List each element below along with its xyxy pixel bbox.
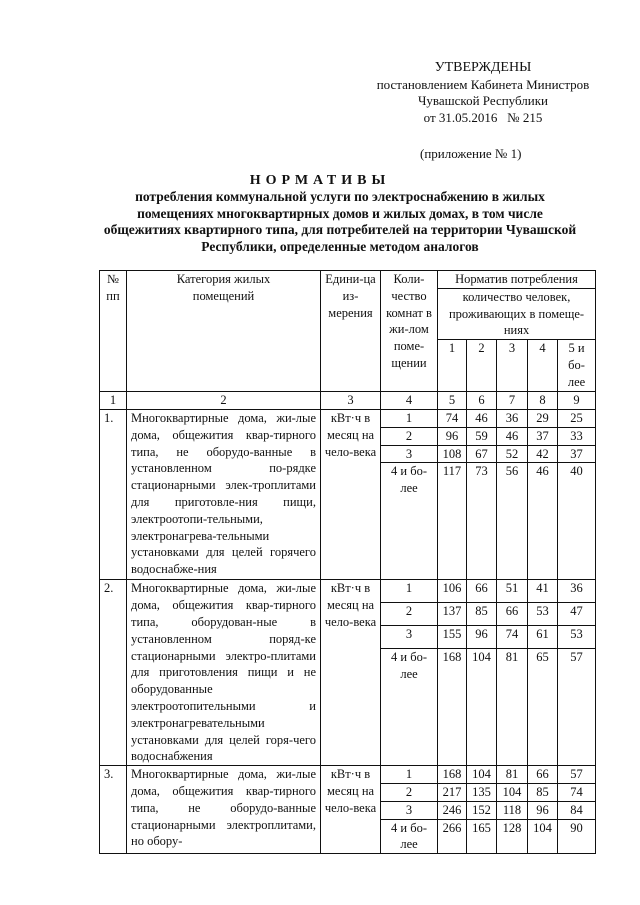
row-value: 81 [497,766,528,784]
appendix-note: (приложение № 1) [420,146,522,161]
row-value: 57 [558,649,596,766]
row-unit: кВт·ч в месяц на чело-века [321,409,381,579]
row-number: 3. [100,766,127,854]
column-number: 1 [100,392,127,410]
table-row [100,766,596,784]
row-value: 40 [558,463,596,580]
row-rooms: 3 [381,801,438,819]
row-value: 74 [438,409,467,427]
row-value: 106 [438,580,467,603]
row-value: 108 [438,445,467,463]
row-value: 53 [528,603,558,626]
header-people-4: 4 [528,340,558,392]
header-row [100,271,596,289]
norms-table [99,270,596,854]
row-value: 74 [558,783,596,801]
approval-heading: УТВЕРЖДЕНЫ [434,60,532,75]
row-value: 96 [467,626,497,649]
row-value: 53 [558,626,596,649]
row-category: Многоквартирные дома, жи-лые дома, общежития квар-тирного типа, оборудован-ные в установленном поряд-ке стационарными электро-плитами для приготовления пищи и не оборудованные электроотопительными и электронагревательными установками для целей горя-чего водоснабжения [127,580,321,766]
row-value: 73 [467,463,497,580]
column-number: 8 [528,392,558,410]
row-value: 56 [497,463,528,580]
approval-issuer: постановлением Кабинета Министров [376,76,590,92]
row-rooms: 2 [381,603,438,626]
row-value: 37 [528,427,558,445]
row-value: 29 [528,409,558,427]
header-norm: Норматив потребления [438,271,596,289]
row-value: 90 [558,819,596,854]
row-value: 41 [528,580,558,603]
header-unit: Едини-ца из-мерения [321,271,381,392]
approval-republic: Чувашской Республики [417,93,549,108]
row-value: 67 [467,445,497,463]
row-value: 85 [467,603,497,626]
header-num: № пп [100,271,127,392]
row-rooms: 2 [381,427,438,445]
header-category: Категория жилых помещений [127,271,321,392]
row-value: 36 [497,409,528,427]
row-value: 96 [528,801,558,819]
row-value: 104 [497,783,528,801]
header-people-2: 2 [467,340,497,392]
row-value: 36 [558,580,596,603]
row-number: 1. [100,409,127,579]
row-value: 168 [438,649,467,766]
row-value: 104 [528,819,558,854]
row-value: 33 [558,427,596,445]
row-category: Многоквартирные дома, жи-лые дома, общежития квар-тирного типа, не оборудо-ванные в установленном по-рядке стационарными элек-троплитами для приготовле-ния пищи, электроотопи-тельными, электронагрева-тельными установками для целей горячего водоснабже-ния [127,409,321,579]
row-value: 81 [497,649,528,766]
row-value: 46 [528,463,558,580]
row-value: 57 [558,766,596,784]
row-value: 84 [558,801,596,819]
header-people: количество человек, проживающих в помеще-ниях [438,288,596,339]
row-value: 117 [438,463,467,580]
row-value: 25 [558,409,596,427]
row-value: 46 [467,409,497,427]
row-value: 66 [497,603,528,626]
column-numbers-row [100,392,596,410]
row-value: 66 [528,766,558,784]
row-value: 155 [438,626,467,649]
row-value: 135 [467,783,497,801]
row-value: 37 [558,445,596,463]
document-title: НОРМАТИВЫ [249,173,391,188]
column-number: 9 [558,392,596,410]
header-people-1: 1 [438,340,467,392]
column-number: 5 [438,392,467,410]
column-number: 4 [381,392,438,410]
row-value: 137 [438,603,467,626]
row-rooms: 4 и бо-лее [381,649,438,766]
row-value: 61 [528,626,558,649]
document-subtitle: потребления коммунальной услуги по электроснабжению в жилых помещениях многоквартирных домов и жилых домах, в том числе общежитиях квартирного типа, для потребителей на территории Чувашской Республики, определенные методом аналогов [103,189,577,255]
column-number: 3 [321,392,381,410]
header-people-5: 5 и бо-лее [558,340,596,392]
header-people-3: 3 [497,340,528,392]
row-value: 52 [497,445,528,463]
row-value: 46 [497,427,528,445]
row-value: 165 [467,819,497,854]
row-value: 168 [438,766,467,784]
row-value: 266 [438,819,467,854]
row-value: 246 [438,801,467,819]
row-value: 59 [467,427,497,445]
row-value: 85 [528,783,558,801]
row-value: 74 [497,626,528,649]
row-value: 96 [438,427,467,445]
approval-block [358,60,608,126]
row-value: 217 [438,783,467,801]
row-category [127,766,321,854]
row-unit: кВт·ч в месяц на чело-века [321,580,381,766]
row-rooms: 3 [381,445,438,463]
row-value: 128 [497,819,528,854]
row-rooms: 4 и бо-лее [381,463,438,580]
row-value: 104 [467,766,497,784]
table-row [100,580,596,603]
column-number: 2 [127,392,321,410]
row-value: 66 [467,580,497,603]
row-rooms: 1 [381,580,438,603]
row-number: 2. [100,580,127,766]
row-rooms: 3 [381,626,438,649]
row-value: 104 [467,649,497,766]
row-rooms: 2 [381,783,438,801]
column-number: 7 [497,392,528,410]
approval-date-number: от 31.05.2016 № 215 [423,109,543,125]
row-value: 152 [467,801,497,819]
table-row [100,409,596,427]
row-unit: кВт·ч в месяц на чело-века [321,766,381,854]
category-text: Многоквартирные дома, жи-лые дома, общежития квар-тирного типа, не оборудо-ванные стационарными электроплитами, но обору- [131,767,316,849]
row-value: 42 [528,445,558,463]
row-value: 51 [497,580,528,603]
row-value: 65 [528,649,558,766]
row-rooms: 4 и бо-лее [381,819,438,854]
row-value: 47 [558,603,596,626]
column-number: 6 [467,392,497,410]
row-rooms: 1 [381,766,438,784]
row-value: 118 [497,801,528,819]
row-rooms: 1 [381,409,438,427]
header-rooms: Коли-чество комнат в жи-лом поме-щении [381,271,438,392]
